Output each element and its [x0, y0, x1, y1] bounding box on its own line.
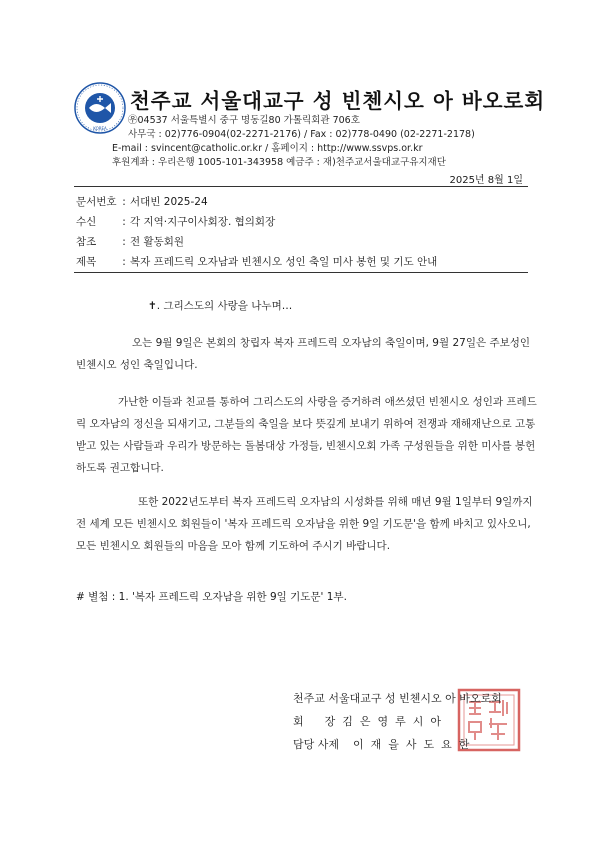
- society-logo-icon: [74, 82, 126, 134]
- meta-doc-no-value: 서대빈 2025-24: [130, 196, 208, 208]
- signature-organization: 천주교 서울대교구 성 빈첸시오 아 바오로회: [293, 692, 502, 705]
- header-account: 후원계좌 : 우리은행 1005-101-343958 예금주 : 재)천주교서울대교구유지재단: [112, 157, 446, 168]
- meta-divider: [74, 272, 528, 273]
- header-email: E-mail : svincent@catholic.or.kr / 홈페이지 : http://www.ssvps.or.kr: [112, 143, 423, 154]
- meta-reference-value: 전 활동회원: [130, 236, 185, 248]
- meta-doc-no-label: 문서번호: [76, 196, 117, 208]
- header-address: ㉾04537 서울특별시 중구 명동길80 가톨릭회관 706호: [128, 115, 360, 126]
- meta-subject-value: 복자 프레드릭 오자남과 빈첸시오 성인 축일 미사 봉헌 및 기도 안내: [130, 256, 438, 268]
- attachment-note: # 별첨 : 1. '복자 프레드릭 오자남을 위한 9일 기도문' 1부.: [76, 591, 347, 603]
- organization-name: 천주교 서울대교구 성 빈첸시오 아 바오로회: [130, 89, 546, 113]
- meta-reference-label: 참조: [76, 236, 97, 248]
- signature-priest: 담당 사제 이 재 을 사 도 요 한: [293, 738, 470, 751]
- meta-subject-label: 제목: [76, 256, 97, 268]
- meta-recipient-label: 수신: [76, 216, 97, 228]
- header-divider: [74, 186, 528, 187]
- meta-doc-no: 문서번호 : 서대빈 2025-24: [76, 196, 208, 208]
- document-date: 2025년 8월 1일: [449, 175, 523, 186]
- header-phone: 사무국 : 02)776-0904(02-2271-2176) / Fax : 02)778-0490 (02-2271-2178): [128, 129, 475, 140]
- meta-subject: 제목 : 복자 프레드릭 오자남과 빈첸시오 성인 축일 미사 봉헌 및 기도 안내: [76, 256, 438, 268]
- meta-recipient: 수신 : 각 지역·지구이사회장. 협의회장: [76, 216, 276, 228]
- greeting: ✝. 그리스도의 사랑을 나누며…: [148, 300, 293, 312]
- signature-president: 회 장 김 은 영 루 시 아: [293, 715, 441, 728]
- body-paragraph-2: 가난한 이들과 친교를 통하여 그리스도의 사랑을 증거하려 애쓰셨던 빈첸시오 성인과 프레드릭 오자남의 정신을 되새기고, 그분들의 축일을 보다 뜻깊게 보내기 위하여 전쟁과 재해재난으로 고통받고 있는 사람들과 우리가 방문하는 돌봄대상 가정들, 빈첸시오회 가족 구성원들을 위한 미사를 봉헌하도록 권고합니다.: [76, 396, 537, 474]
- meta-reference: 참조 : 전 활동회원: [76, 236, 185, 248]
- svg-text:KOREA: KOREA: [93, 126, 107, 131]
- body-paragraph-1: 오는 9월 9일은 본회의 창립자 복자 프레드릭 오자남의 축일이며, 9월 27일은 주보성인 빈첸시오 성인 축일입니다.: [76, 337, 531, 371]
- meta-recipient-value: 각 지역·지구이사회장. 협의회장: [130, 216, 276, 228]
- body-paragraph-3: 또한 2022년도부터 복자 프레드릭 오자남의 시성화를 위해 매년 9월 1일부터 9일까지 전 세계 모든 빈첸시오 회원들이 '복자 프레드릭 오자남을 위한 9일 기도문'을 함께 바치고 있사오니, 모든 빈첸시오 회원들의 마음을 모아 함께 기도하여 주시기 바랍니다.: [76, 496, 533, 552]
